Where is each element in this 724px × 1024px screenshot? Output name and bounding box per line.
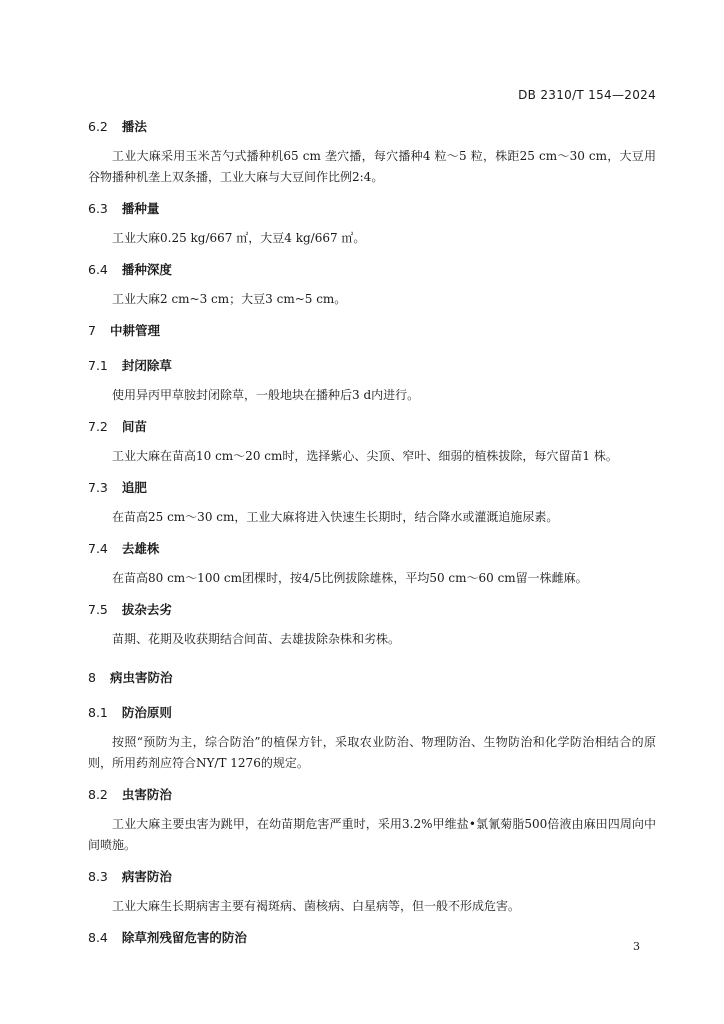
section-title: 防治原则: [121, 705, 172, 720]
section-heading: [88, 117, 656, 137]
section-number: 7.1: [88, 358, 108, 373]
section-heading: [88, 867, 656, 887]
chapter-7: [88, 321, 656, 341]
section-7-3: [88, 478, 656, 528]
section-6-4: [88, 260, 656, 310]
section-8-4: [88, 928, 656, 948]
section-number: 8.2: [88, 787, 108, 802]
page-number: 3: [633, 940, 640, 953]
section-heading: [88, 539, 656, 559]
section-6-3: [88, 199, 656, 249]
standard-code: DB 2310/T 154—2024: [518, 88, 656, 102]
section-number: 6.4: [88, 262, 108, 277]
section-number: 8.1: [88, 705, 108, 720]
chapter-number: 7: [88, 323, 96, 338]
section-number: 7.3: [88, 480, 108, 495]
section-7-2: [88, 417, 656, 467]
section-8-2: [88, 785, 656, 856]
section-paragraph: 工业大麻主要虫害为跳甲，在幼苗期危害严重时，采用3.2%甲维盐•氯氰菊脂500倍液由麻田四周向中间喷施。: [88, 817, 656, 852]
section-number: 7.5: [88, 602, 108, 617]
section-paragraph: 工业大麻2 cm~3 cm；大豆3 cm~5 cm。: [112, 292, 347, 306]
document-body: [88, 117, 656, 959]
section-title: 间苗: [121, 419, 147, 434]
chapter-number: 8: [88, 670, 96, 685]
section-heading: [88, 478, 656, 498]
section-number: 6.3: [88, 201, 108, 216]
section-7-4: [88, 539, 656, 589]
chapter-title: 病虫害防治: [109, 670, 173, 685]
chapter-8: [88, 668, 656, 688]
section-title: 追肥: [121, 480, 147, 495]
section-title: 播法: [121, 119, 147, 134]
section-number: 8.4: [88, 930, 108, 945]
section-paragraph: 工业大麻在苗高10 cm～20 cm时，选择紫心、尖顶、窄叶、细弱的植株拔除，每穴留苗1 株。: [112, 449, 618, 463]
section-heading: [88, 417, 656, 437]
section-title: 播种深度: [121, 262, 172, 277]
section-7-5: [88, 600, 656, 650]
chapter-heading: [88, 668, 656, 688]
section-title: 播种量: [121, 201, 160, 216]
section-title: 虫害防治: [121, 787, 172, 802]
section-title: 除草剂残留危害的防治: [121, 930, 247, 945]
section-paragraph: 按照“预防为主，综合防治”的植保方针，采取农业防治、物理防治、生物防治和化学防治相结合的原则，所用药剂应符合NY/T 1276的规定。: [88, 735, 656, 770]
section-heading: [88, 356, 656, 376]
section-paragraph: 工业大麻生长期病害主要有褐斑病、菌核病、白星病等，但一般不形成危害。: [112, 899, 521, 913]
section-paragraph: 苗期、花期及收获期结合间苗、去雄拔除杂株和劣株。: [112, 632, 401, 646]
section-title: 病害防治: [121, 869, 172, 884]
section-heading: [88, 199, 656, 219]
section-heading: [88, 260, 656, 280]
section-paragraph: 使用异丙甲草胺封闭除草，一般地块在播种后3 d内进行。: [112, 388, 420, 402]
chapter-heading: [88, 321, 656, 341]
section-title: 拔杂去劣: [121, 602, 172, 617]
section-heading: [88, 703, 656, 723]
section-7-1: [88, 356, 656, 406]
section-8-3: [88, 867, 656, 917]
section-title: 封闭除草: [121, 358, 172, 373]
section-6-2: [88, 117, 656, 188]
section-paragraph: 在苗高25 cm～30 cm，工业大麻将进入快速生长期时，结合降水或灌溉追施尿素。: [112, 510, 559, 524]
section-title: 去雄株: [121, 541, 160, 556]
section-heading: [88, 785, 656, 805]
section-number: 7.4: [88, 541, 108, 556]
section-number: 8.3: [88, 869, 108, 884]
section-number: 7.2: [88, 419, 108, 434]
section-paragraph: 在苗高80 cm～100 cm团棵时，按4/5比例拔除雄株，平均50 cm～60 cm留一株雌麻。: [112, 571, 588, 585]
section-heading: [88, 600, 656, 620]
section-heading: [88, 928, 656, 948]
section-number: 6.2: [88, 119, 108, 134]
chapter-title: 中耕管理: [109, 323, 160, 338]
section-8-1: [88, 703, 656, 774]
section-paragraph: 工业大麻采用玉米苫勺式播种机65 cm 垄穴播，每穴播种4 粒～5 粒，株距25 cm～30 cm，大豆用谷物播种机垄上双条播，工业大麻与大豆间作比例2:4。: [88, 149, 656, 184]
section-paragraph: 工业大麻0.25 kg/667 ㎡，大豆4 kg/667 ㎡。: [112, 231, 366, 245]
